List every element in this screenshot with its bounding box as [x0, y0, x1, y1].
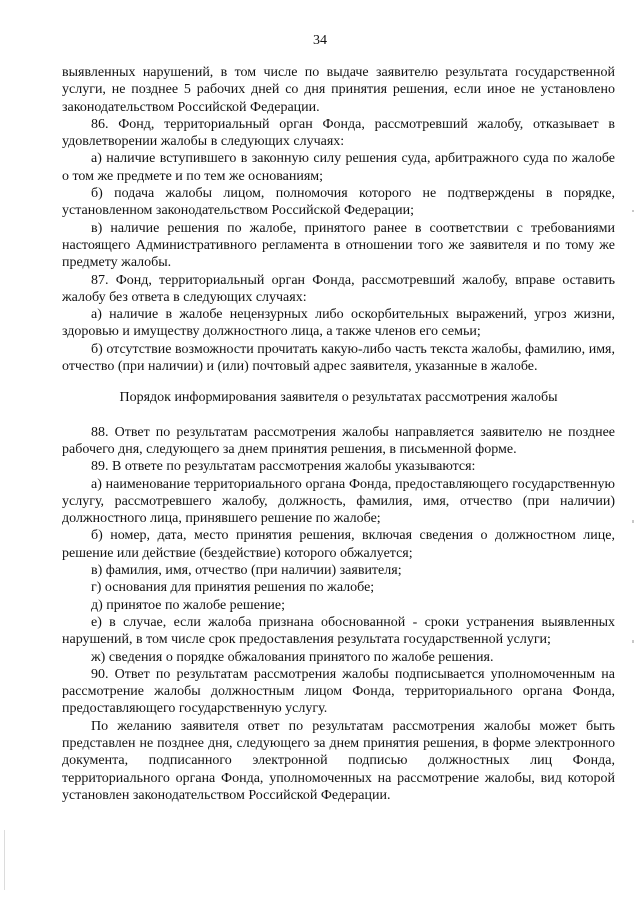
document-body [62, 64, 615, 804]
paragraph-89-b: б) номер, дата, место принятия решения, включая сведения о должностном лице, решение или действие (бездействие) которого обжалуется; [62, 528, 615, 561]
paragraph-87-b: б) отсутствие возможности прочитать какую-либо часть текста жалобы, фамилию, имя, отчество (при наличии) и (или) почтовый адрес заявителя, указанные в жалобе. [62, 341, 615, 375]
scan-edge-mark [4, 830, 5, 890]
paragraph-89-zh: ж) сведения о порядке обжалования принятого по жалобе решения. [91, 649, 494, 665]
paragraph-90: 90. Ответ по результатам рассмотрения жалобы подписывается уполномоченным на рассмотрение жалобы должностным лицом Фонда, территориального органа Фонда, предоставляющего государственную услугу. [62, 666, 615, 717]
page-number: 34 [313, 33, 327, 48]
scan-mark [632, 640, 634, 643]
paragraph-89-g: г) основания для принятия решения по жалобе; [91, 580, 375, 596]
scan-mark [632, 520, 634, 523]
paragraph-86-a: а) наличие вступившего в законную силу решения суда, арбитражного суда по жалобе о том же предмете и по тем же основаниям; [62, 151, 615, 184]
paragraph-89-a: а) наименование территориального органа Фонда, предоставляющего государственную услугу, рассмотревшего жалобу, должность, фамилия, имя, отчество (при наличии) должностного лица, принявшего решение по жалобе; [62, 476, 615, 527]
paragraph-89-d: д) принятое по жалобе решение; [91, 597, 285, 613]
paragraph-continuation: выявленных нарушений, в том числе по выдаче заявителю результата государственной услуги, не позднее 5 рабочих дней со дня принятия решения, если иное не установлено законодательством Российской Федерации. [62, 65, 615, 115]
paragraph-final: По желанию заявителя ответ по результатам рассмотрения жалобы может быть представлен не позднее дня, следующего за днем принятия решения, в форме электронного документа, подписанного электронной подписью должностных лиц Фонда, территориального органа Фонда, уполномоченных на рассмотрение жалобы, вид которой установлен законодательством Российской Федерации. [62, 718, 615, 803]
paragraph-88: 88. Ответ по результатам рассмотрения жалобы направляется заявителю не позднее рабочего дня, следующего за днем принятия решения, в письменной форме. [62, 424, 615, 457]
paragraph-87-a: а) наличие в жалобе нецензурных либо оскорбительных выражений, угроз жизни, здоровью и имуществу должностного лица, а также членов его семьи; [62, 307, 615, 340]
paragraph-86-v: в) наличие решения по жалобе, принятого ранее в соответствии с требованиями настоящего Административного регламента в отношении того же заявителя и по тому же предмету жалобы. [62, 220, 615, 271]
paragraph-87: 87. Фонд, территориальный орган Фонда, рассмотревший жалобу, вправе оставить жалобу без ответа в следующих случаях: [62, 272, 615, 305]
paragraph-89-e: е) в случае, если жалоба признана обоснованной - сроки устранения выявленных нарушений, в том числе срок предоставления результата государственной услуги; [62, 614, 615, 648]
paragraph-89: 89. В ответе по результатам рассмотрения жалобы указываются: [91, 459, 476, 475]
section-heading: Порядок информирования заявителя о результатах рассмотрения жалобы [119, 390, 558, 406]
paragraph-89-v: в) фамилия, имя, отчество (при наличии) заявителя; [91, 563, 402, 579]
paragraph-86-b: б) подача жалобы лицом, полномочия которого не подтверждены в порядке, установленном законодательством Российской Федерации; [62, 186, 615, 219]
paragraph-86: 86. Фонд, территориальный орган Фонда, рассмотревший жалобу, отказывает в удовлетворении жалобы в следующих случаях: [62, 116, 615, 150]
scan-mark [632, 210, 634, 212]
